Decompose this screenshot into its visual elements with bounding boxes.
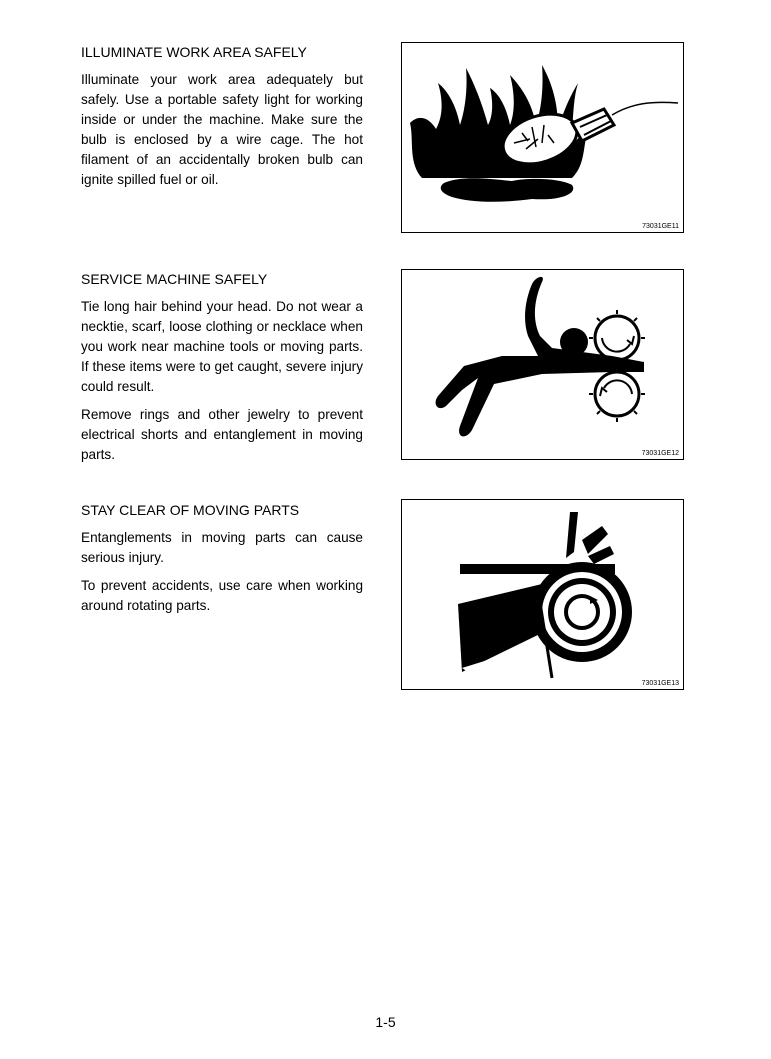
section-heading: STAY CLEAR OF MOVING PARTS [81, 502, 300, 518]
broken-bulb-fire-icon [402, 43, 683, 232]
section-paragraph: To prevent accidents, use care when working around rotating parts. [81, 578, 363, 613]
section-stay-clear-moving-parts [81, 501, 363, 624]
section-paragraph: Tie long hair behind your head. Do not wear a necktie, scarf, loose clothing or necklace when you work near machine tools or moving parts. If these items were to get caught, severe injury could result. [81, 299, 363, 394]
hand-belt-pulley-icon [402, 500, 683, 689]
figure-broken-bulb [401, 42, 684, 233]
section-paragraph: Entanglements in moving parts can cause serious injury. [81, 530, 363, 565]
section-heading: ILLUMINATE WORK AREA SAFELY [81, 44, 307, 60]
figure-rotating-parts [401, 499, 684, 690]
figure-code: 73031GE12 [641, 450, 679, 457]
page-number: 1-5 [375, 1014, 396, 1030]
section-service-machine [81, 270, 363, 473]
section-heading: SERVICE MACHINE SAFELY [81, 271, 268, 287]
section-paragraph: Illuminate your work area adequately but safely. Use a portable safety light for working inside or under the machine. Make sure the bulb is enclosed by a wire cage. The hot filament of an accidentally broken bulb can ignite spilled fuel or oil. [81, 72, 363, 187]
figure-code: 73031GE11 [642, 223, 679, 230]
section-illuminate-work-area [81, 43, 363, 198]
figure-code: 73031GE13 [641, 680, 679, 687]
person-caught-rollers-icon [402, 270, 683, 459]
section-paragraph: Remove rings and other jewelry to prevent electrical shorts and entanglement in moving parts. [81, 407, 363, 462]
figure-caught-in-rollers [401, 269, 684, 460]
